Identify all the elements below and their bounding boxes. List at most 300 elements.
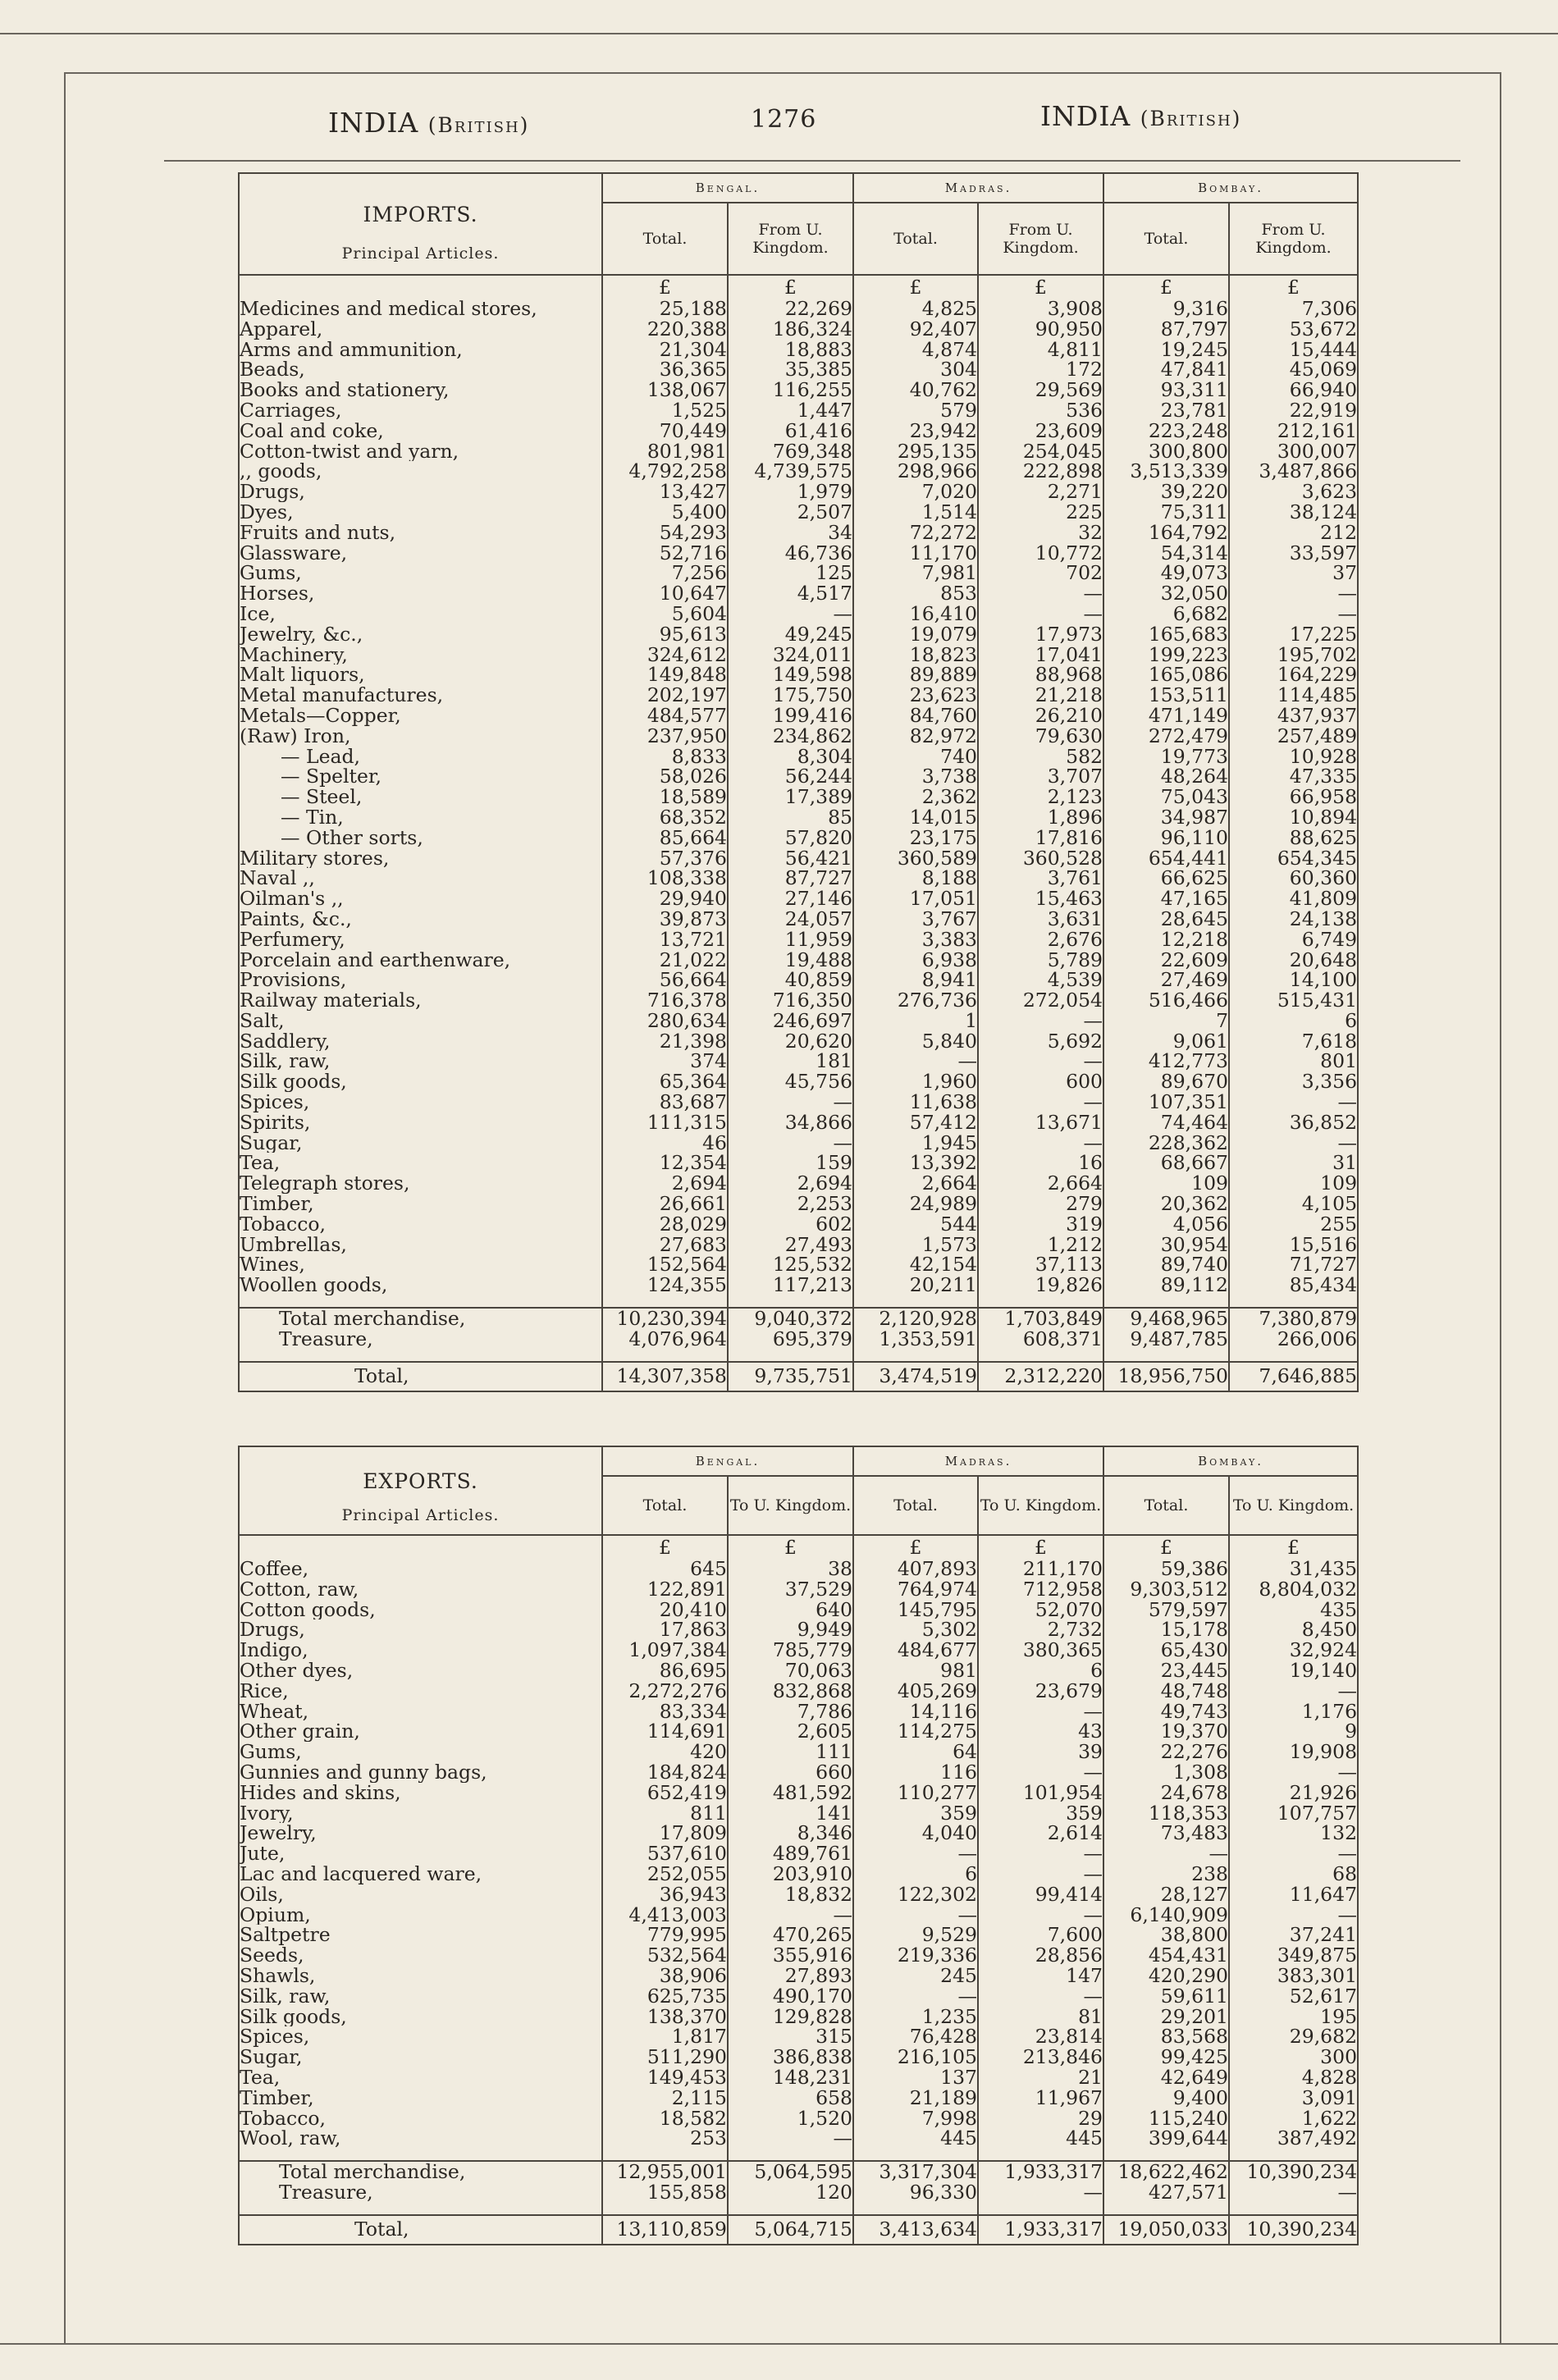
cell-value: 2,614: [978, 1823, 1103, 1843]
imports-col-total: Total.: [1103, 203, 1229, 275]
cell-value: 181: [728, 1051, 853, 1071]
row-label: Wheat,: [240, 1701, 309, 1722]
cell-value: 654,441: [1103, 848, 1229, 869]
row-label: Silk goods,: [240, 1071, 347, 1093]
cell-value: 4,517: [728, 583, 853, 604]
cell-value: 10,390,234: [1229, 2215, 1357, 2244]
cell-value: 109: [1103, 1173, 1229, 1194]
cell-value: 24,678: [1103, 1783, 1229, 1803]
cell-value: 68,667: [1103, 1153, 1229, 1173]
cell-value: 33,597: [1229, 543, 1357, 564]
row-label: Cotton, raw,: [240, 1578, 359, 1600]
table-row: [240, 1254, 1357, 1275]
cell-value: 87,797: [1103, 319, 1229, 340]
cell-value: 122,302: [853, 1884, 978, 1905]
gap-cell: [978, 1295, 1103, 1308]
exports-body: [240, 1535, 1357, 2244]
cell-value: 16,410: [853, 604, 978, 624]
cell-value: 12,218: [1103, 930, 1229, 950]
cell-value: 4,056: [1103, 1214, 1229, 1235]
cell-value: 253: [602, 2128, 728, 2149]
cell-value: 4,811: [978, 340, 1103, 360]
cell-value: 85: [728, 807, 853, 828]
cell-value: —: [978, 1905, 1103, 1925]
cell-value: 32,050: [1103, 583, 1229, 604]
row-label: Carriages,: [240, 400, 342, 421]
gap-cell: [978, 2203, 1103, 2215]
pound-sign: £: [978, 275, 1103, 299]
table-row: [240, 1986, 1357, 2007]
cell-value: 11,638: [853, 1092, 978, 1112]
cell-value: 57,376: [602, 848, 728, 869]
cell-value: 23,445: [1103, 1661, 1229, 1681]
cell-value: 2,732: [978, 1619, 1103, 1640]
cell-value: 59,611: [1103, 1986, 1229, 2007]
row-label: Sugar,: [240, 2047, 303, 2067]
cell-value: 4,792,258: [602, 461, 728, 482]
cell-value: 96,110: [1103, 828, 1229, 848]
gap-cell: [728, 2203, 853, 2215]
table-row: [240, 400, 1357, 421]
row-label: Metal manufactures,: [240, 685, 444, 706]
cell-value: 484,677: [853, 1640, 978, 1661]
cell-value: 107,757: [1229, 1803, 1357, 1824]
cell-value: 8,804,032: [1229, 1579, 1357, 1600]
cell-value: 1,308: [1103, 1762, 1229, 1783]
cell-value: 31: [1229, 1153, 1357, 1173]
table-row: [240, 1214, 1357, 1235]
cell-value: 199,416: [728, 706, 853, 726]
cell-value: 2,694: [602, 1173, 728, 1194]
row-label: Dyes,: [240, 501, 294, 523]
cell-value: 20,620: [728, 1031, 853, 1052]
cell-value: 1,817: [602, 2026, 728, 2047]
cell-value: 319: [978, 1214, 1103, 1235]
exports-title-cell: [240, 1447, 602, 1535]
table-row: [240, 461, 1357, 482]
cell-value: 658: [728, 2088, 853, 2108]
cell-value: —: [978, 1051, 1103, 1071]
cell-value: 159: [728, 1153, 853, 1173]
table-row: [240, 1579, 1357, 1600]
cell-value: 195: [1229, 2007, 1357, 2027]
cell-value: —: [978, 1011, 1103, 1031]
cell-value: 801,981: [602, 441, 728, 462]
cell-value: 4,739,575: [728, 461, 853, 482]
cell-value: 3,513,339: [1103, 461, 1229, 482]
cell-value: 23,942: [853, 421, 978, 441]
table-row: [240, 543, 1357, 564]
cell-value: 220,388: [602, 319, 728, 340]
row-label: Tea,: [240, 1153, 281, 1174]
cell-value: —: [978, 1133, 1103, 1153]
cell-value: 14,307,358: [602, 1362, 728, 1391]
cell-value: 4,413,003: [602, 1905, 728, 1925]
row-label: Total merchandise,: [279, 1308, 466, 1329]
row-label: Porcelain and earthenware,: [240, 949, 511, 971]
cell-value: 49,743: [1103, 1702, 1229, 1722]
cell-value: 1,960: [853, 1071, 978, 1092]
imports-gap: [240, 1295, 1357, 1308]
cell-value: 149,848: [602, 665, 728, 685]
cell-value: 52,716: [602, 543, 728, 564]
cell-value: 279: [978, 1194, 1103, 1214]
cell-value: 95,613: [602, 624, 728, 645]
row-label: Tea,: [240, 2067, 281, 2088]
cell-value: 19,908: [1229, 1742, 1357, 1762]
cell-value: 11,170: [853, 543, 978, 564]
cell-value: 28,029: [602, 1214, 728, 1235]
cell-value: 122,891: [602, 1579, 728, 1600]
gap-cell: [602, 1350, 728, 1362]
cell-value: 608,371: [978, 1329, 1103, 1350]
cell-value: 544: [853, 1214, 978, 1235]
cell-value: 155,858: [602, 2182, 728, 2203]
row-label: Jewelry,: [240, 1823, 317, 1844]
cell-value: 22,609: [1103, 950, 1229, 971]
cell-value: —: [853, 1051, 978, 1071]
cell-value: 532,564: [602, 1945, 728, 1966]
cell-value: 39: [978, 1742, 1103, 1762]
gap-cell: [602, 1295, 728, 1308]
table-row: [240, 583, 1357, 604]
cell-value: 298,966: [853, 461, 978, 482]
cell-value: 3,413,634: [853, 2215, 978, 2244]
cell-value: 116: [853, 1762, 978, 1783]
row-label: Malt liquors,: [240, 665, 365, 686]
cell-value: —: [1229, 604, 1357, 624]
row-label: Oils,: [240, 1884, 284, 1905]
cell-value: 52,070: [978, 1600, 1103, 1620]
table-row: [240, 747, 1357, 767]
cell-value: 31,435: [1229, 1559, 1357, 1579]
cell-value: 237,950: [602, 726, 728, 747]
cell-value: 72,272: [853, 523, 978, 543]
row-label: Seeds,: [240, 1945, 304, 1966]
cell-value: 9,529: [853, 1925, 978, 1945]
cell-value: 57,412: [853, 1112, 978, 1133]
cell-value: 86,695: [602, 1661, 728, 1681]
table-row: [240, 1925, 1357, 1945]
gap-cell: [240, 2203, 602, 2215]
cell-value: 219,336: [853, 1945, 978, 1966]
cell-value: 19,050,033: [1103, 2215, 1229, 2244]
cell-value: 211,170: [978, 1559, 1103, 1579]
cell-value: 315: [728, 2026, 853, 2047]
exports-col-uk: To U. Kingdom.: [728, 1476, 853, 1535]
cell-value: 6,140,909: [1103, 1905, 1229, 1925]
cell-value: 1,622: [1229, 2108, 1357, 2129]
cell-value: 5,064,715: [728, 2215, 853, 2244]
cell-value: 75,311: [1103, 502, 1229, 523]
cell-value: 801: [1229, 1051, 1357, 1071]
cell-value: 6,749: [1229, 930, 1357, 950]
cell-value: 85,434: [1229, 1275, 1357, 1295]
exports-currency-row: [240, 1535, 1357, 1559]
cell-value: 45,756: [728, 1071, 853, 1092]
cell-value: 149,453: [602, 2067, 728, 2088]
header-rule: [164, 160, 1460, 162]
cell-value: 13,392: [853, 1153, 978, 1173]
cell-value: 324,612: [602, 645, 728, 665]
cell-value: 7: [1103, 1011, 1229, 1031]
cell-value: 32,924: [1229, 1640, 1357, 1661]
cell-value: —: [978, 1092, 1103, 1112]
table-row: [240, 2088, 1357, 2108]
row-label: Beads,: [240, 359, 305, 381]
cell-value: 9,303,512: [1103, 1579, 1229, 1600]
row-label: Drugs,: [240, 482, 305, 502]
row-label: — Lead,: [281, 746, 361, 767]
table-row: [240, 1194, 1357, 1214]
row-label: Total,: [354, 1364, 409, 1388]
row-label: Opium,: [240, 1904, 311, 1925]
cell-value: 21,398: [602, 1031, 728, 1052]
cell-value: 164,792: [1103, 523, 1229, 543]
table-row: [240, 706, 1357, 726]
cell-value: 1,520: [728, 2108, 853, 2129]
cell-value: 108,338: [602, 868, 728, 889]
cell-value: 13,427: [602, 482, 728, 502]
cell-value: 7,998: [853, 2108, 978, 2129]
cell-value: 38,800: [1103, 1925, 1229, 1945]
cell-value: 184,824: [602, 1762, 728, 1783]
cell-value: 88,625: [1229, 828, 1357, 848]
imports-currency-row: [240, 275, 1357, 299]
row-label: Coffee,: [240, 1559, 309, 1579]
cell-value: 6: [978, 1661, 1103, 1681]
cell-value: 537,610: [602, 1843, 728, 1864]
table-row: [240, 1843, 1357, 1864]
cell-value: 10,230,394: [602, 1308, 728, 1329]
table-row: [240, 1721, 1357, 1742]
cell-value: 116,255: [728, 380, 853, 400]
pound-sign: £: [728, 1535, 853, 1559]
header-right: INDIA (British): [1040, 100, 1242, 132]
row-label: Woollen goods,: [240, 1275, 388, 1296]
gap-cell: [240, 2149, 602, 2161]
row-label: Glassware,: [240, 542, 348, 564]
cell-value: 10,894: [1229, 807, 1357, 828]
imports-title-cell: [240, 174, 602, 275]
cell-value: 20,362: [1103, 1194, 1229, 1214]
exports-gap2: [240, 2203, 1357, 2215]
imports-subtitle: Principal Articles.: [341, 244, 500, 263]
cell-value: 56,421: [728, 848, 853, 869]
cell-value: 117,213: [728, 1275, 853, 1295]
cell-value: 56,244: [728, 766, 853, 787]
cell-value: 2,253: [728, 1194, 853, 1214]
cell-value: 27,893: [728, 1966, 853, 1986]
cell-value: 81: [978, 2007, 1103, 2027]
table-row: [240, 950, 1357, 971]
cell-value: 26,210: [978, 706, 1103, 726]
cell-value: 27,469: [1103, 970, 1229, 990]
row-label: Paints, &c.,: [240, 908, 352, 930]
table-row: [240, 2067, 1357, 2088]
page-frame-top: [64, 72, 1501, 74]
cell-value: 437,937: [1229, 706, 1357, 726]
cell-value: 36,943: [602, 1884, 728, 1905]
cell-value: 579,597: [1103, 1600, 1229, 1620]
cell-value: 107,351: [1103, 1092, 1229, 1112]
cell-value: 2,362: [853, 787, 978, 807]
cell-value: 254,045: [978, 441, 1103, 462]
cell-value: 11,959: [728, 930, 853, 950]
cell-value: 13,721: [602, 930, 728, 950]
cell-value: 7,618: [1229, 1031, 1357, 1052]
cell-value: 3,474,519: [853, 1362, 978, 1391]
table-row: [240, 828, 1357, 848]
gap-cell: [602, 2203, 728, 2215]
cell-value: 2,507: [728, 502, 853, 523]
cell-value: 380,365: [978, 1640, 1103, 1661]
cell-value: 4,874: [853, 340, 978, 360]
cell-value: 101,954: [978, 1783, 1103, 1803]
cell-value: 115,240: [1103, 2108, 1229, 2129]
cell-value: 238: [1103, 1864, 1229, 1884]
cell-value: 645: [602, 1559, 728, 1579]
cell-value: 9,487,785: [1103, 1329, 1229, 1350]
pound-sign: £: [853, 275, 978, 299]
row-label: Silk, raw,: [240, 1051, 331, 1072]
cell-value: 82,972: [853, 726, 978, 747]
cell-value: 764,974: [853, 1579, 978, 1600]
gap-cell: [978, 1350, 1103, 1362]
cell-value: 42,649: [1103, 2067, 1229, 2088]
cell-value: 19,245: [1103, 340, 1229, 360]
cell-value: 374: [602, 1051, 728, 1071]
table-row: [240, 340, 1357, 360]
cell-value: 20,410: [602, 1600, 728, 1620]
table-row: [240, 2047, 1357, 2067]
cell-value: 1,097,384: [602, 1640, 728, 1661]
cell-value: 15,516: [1229, 1235, 1357, 1255]
cell-value: 405,269: [853, 1681, 978, 1702]
cell-value: 20,211: [853, 1275, 978, 1295]
cell-value: 34: [728, 523, 853, 543]
cell-value: 39,873: [602, 909, 728, 930]
cell-value: 811: [602, 1803, 728, 1824]
cell-value: 3,383: [853, 930, 978, 950]
exports-total-row: [240, 2215, 1357, 2244]
cell-value: 58,026: [602, 766, 728, 787]
pound-sign: £: [1103, 275, 1229, 299]
cell-value: 300,800: [1103, 441, 1229, 462]
cell-value: 6,938: [853, 950, 978, 971]
cell-value: 15,463: [978, 889, 1103, 909]
cell-value: 89,112: [1103, 1275, 1229, 1295]
cell-value: 832,868: [728, 1681, 853, 1702]
row-label: ,, goods,: [240, 461, 322, 482]
cell-value: 5,789: [978, 950, 1103, 971]
table-row: [240, 848, 1357, 869]
table-row: [240, 1619, 1357, 1640]
row-label: Jewelry, &c.,: [240, 624, 363, 645]
table-row: [240, 1133, 1357, 1153]
row-label: — Other sorts,: [281, 827, 423, 848]
cell-value: 4,040: [853, 1823, 978, 1843]
row-label: Gums,: [240, 1742, 302, 1762]
row-label: Drugs,: [240, 1619, 305, 1641]
cell-value: 92,407: [853, 319, 978, 340]
gap-cell: [853, 2149, 978, 2161]
exports-col-uk: To U. Kingdom.: [978, 1476, 1103, 1535]
cell-value: 3,091: [1229, 2088, 1357, 2108]
row-label: Spices,: [240, 2026, 310, 2048]
cell-value: 484,577: [602, 706, 728, 726]
cell-value: 29: [978, 2108, 1103, 2129]
cell-value: 3,761: [978, 868, 1103, 889]
imports-col-uk: From U. Kingdom.: [978, 203, 1103, 275]
table-row: [240, 685, 1357, 706]
cell-value: 490,170: [728, 1986, 853, 2007]
cell-value: 276,736: [853, 990, 978, 1011]
cell-value: 88,968: [978, 665, 1103, 685]
cell-value: 10,928: [1229, 747, 1357, 767]
gap-cell: [853, 1350, 978, 1362]
imports-col-total: Total.: [853, 203, 978, 275]
cell-value: 245: [853, 1966, 978, 1986]
table-row: [240, 2108, 1357, 2129]
cell-value: —: [978, 1864, 1103, 1884]
cell-value: 29,682: [1229, 2026, 1357, 2047]
cell-value: 38,906: [602, 1966, 728, 1986]
cell-value: 716,350: [728, 990, 853, 1011]
pound-sign: £: [1229, 275, 1357, 299]
cell-value: 23,609: [978, 421, 1103, 441]
cell-value: 24,057: [728, 909, 853, 930]
table-row: [240, 441, 1357, 462]
imports-gap2: [240, 1350, 1357, 1362]
table-row: [240, 1031, 1357, 1052]
row-label: Total,: [354, 2218, 409, 2241]
cell-value: 29,569: [978, 380, 1103, 400]
cell-value: 454,431: [1103, 1945, 1229, 1966]
cell-value: 3,487,866: [1229, 461, 1357, 482]
cell-value: 68,352: [602, 807, 728, 828]
cell-value: 7,600: [978, 1925, 1103, 1945]
cell-value: 18,582: [602, 2108, 728, 2129]
table-row: [240, 1112, 1357, 1133]
row-label: Coal and coke,: [240, 420, 384, 441]
cell-value: 27,146: [728, 889, 853, 909]
cell-value: —: [978, 1986, 1103, 2007]
cell-value: 3,623: [1229, 482, 1357, 502]
cell-value: 23,175: [853, 828, 978, 848]
cell-value: 61,416: [728, 421, 853, 441]
row-label: Spices,: [240, 1092, 310, 1112]
row-label: — Spelter,: [281, 766, 382, 788]
table-row: [240, 1681, 1357, 1702]
cell-value: 2,664: [853, 1173, 978, 1194]
exports-col-total: Total.: [602, 1476, 728, 1535]
exports-title: EXPORTS.: [363, 1469, 478, 1493]
exports-province-bombay: Bombay.: [1103, 1447, 1357, 1476]
cell-value: 536: [978, 400, 1103, 421]
cell-value: 21: [978, 2067, 1103, 2088]
cell-value: 28,645: [1103, 909, 1229, 930]
cell-value: —: [978, 1762, 1103, 1783]
cell-value: 29,940: [602, 889, 728, 909]
table-row: [240, 1823, 1357, 1843]
row-label: Umbrellas,: [240, 1234, 347, 1255]
cell-value: 114,691: [602, 1721, 728, 1742]
row-label: Military stores,: [240, 847, 390, 869]
cell-value: 246,697: [728, 1011, 853, 1031]
cell-value: 5,064,595: [728, 2161, 853, 2182]
row-label: Tobacco,: [240, 2108, 326, 2129]
